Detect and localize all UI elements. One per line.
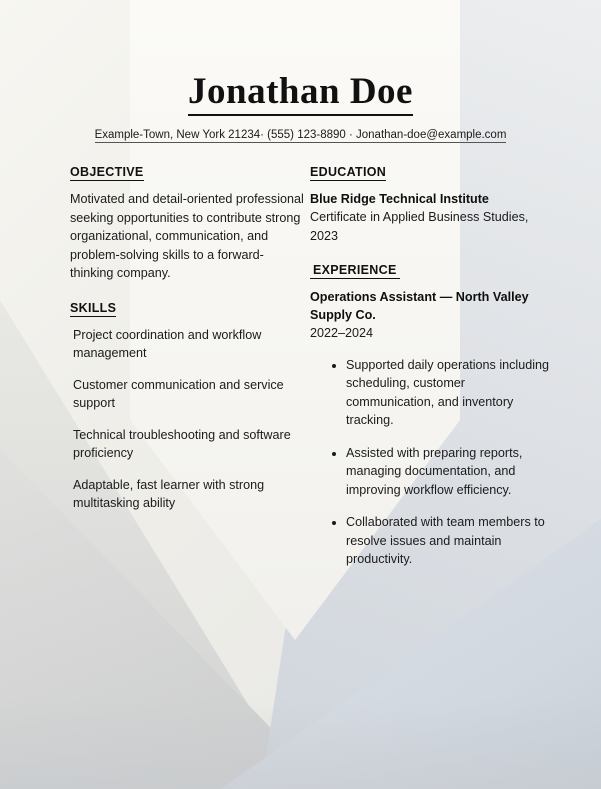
right-column — [310, 163, 550, 583]
education-school: Blue Ridge Technical Institute — [310, 192, 489, 206]
objective-text: Motivated and detail-oriented professional seeking opportunities to contribute strong organizational, communication, and problem-solving skills to a forward-thinking company. — [70, 192, 304, 280]
list-item: • Collaborated with team members to resolve issues and maintain productivity. — [346, 513, 550, 569]
section-heading-education: EDUCATION — [310, 165, 387, 179]
left-column — [70, 163, 305, 526]
section-heading-objective: OBJECTIVE — [70, 165, 144, 179]
experience-bullet-list — [310, 356, 550, 569]
list-item: • Assisted with preparing reports, managing documentation, and improving workflow efficiency. — [346, 444, 550, 500]
experience-dates: 2022–2024 — [310, 326, 374, 340]
candidate-name: Jonathan Doe — [188, 71, 413, 116]
list-item: • Supported daily operations including scheduling, customer communication, and inventory tracking. — [346, 356, 550, 430]
skill-item: Adaptable, fast learner with strong multitasking ability — [73, 477, 265, 510]
skill-item: Technical troubleshooting and software proficiency — [73, 427, 291, 460]
education-degree: Certificate in Applied Business Studies, 2023 — [310, 210, 529, 243]
experience-job-title: Operations Assistant — North Valley Supply Co. — [310, 290, 529, 322]
skill-item: Customer communication and service support — [73, 377, 284, 410]
section-heading-experience: EXPERIENCE — [310, 263, 400, 279]
contact-line — [0, 129, 601, 141]
page-title — [0, 70, 601, 113]
section-heading-skills: SKILLS — [70, 300, 117, 315]
contact-details: Example-Town, New York 21234· (555) 123-8890 · Jonathan-doe@example.com — [94, 129, 507, 141]
skill-item: Project coordination and workflow management — [73, 327, 262, 360]
